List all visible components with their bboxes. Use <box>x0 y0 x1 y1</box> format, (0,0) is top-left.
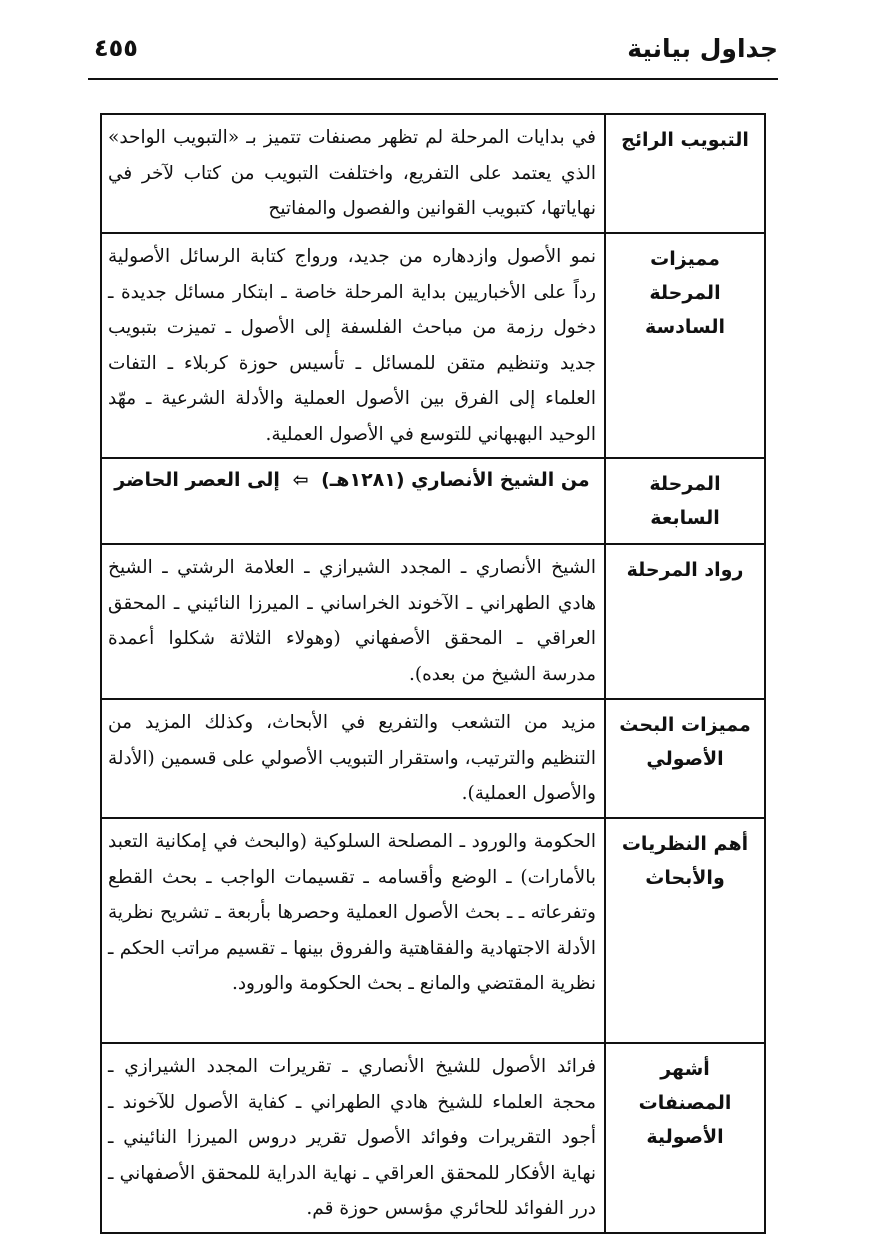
row-term: رواد المرحلة <box>605 544 765 699</box>
row-term: المرحلة السابعة <box>605 458 765 544</box>
running-title: جداول بيانية <box>627 34 778 63</box>
row-text: الحكومة والورود ـ المصلحة السلوكية (والبحث في إمكانية التعبد بالأمارات) ـ الوضع وأقسامه ـ تقسيمات الواجب ـ بحث القطع وتفرعاته ـ ـ بحث الأصول العملية وحصرها بأربعة ـ تشريح نظرية الأدلة الاجتهادية والفقاهتية والفروق بينها ـ تقسيم مراتب الحكم ـ نظرية المقتضي والمانع ـ بحث الحكومة والورود. <box>101 818 605 1043</box>
data-table <box>100 113 766 1234</box>
row-text <box>101 458 605 544</box>
table-row <box>101 818 765 1043</box>
table-row <box>101 114 765 233</box>
row-text: نمو الأصول وازدهاره من جديد، ورواج كتابة الرسائل الأصولية رداً على الأخباريين بداية المرحلة خاصة ـ ابتكار مسائل جديدة ـ دخول رزمة من مباحث الفلسفة إلى الأصول ـ تميزت بتبويب جديد وتنظيم متقن للمسائل ـ تأسيس حوزة كربلاء ـ التفات العلماء إلى الفرق بين الأصول العملية والأدلة الشرعية ـ مهّد الوحيد البهبهاني للتوسع في الأصول العملية. <box>101 233 605 458</box>
row-text: مزيد من التشعب والتفريع في الأبحاث، وكذلك المزيد من التنظيم والترتيب، واستقرار التبويب الأصولي على قسمين (الأدلة والأصول العملية). <box>101 699 605 818</box>
row-term: مميزات البحث الأصولي <box>605 699 765 818</box>
arrow-left-icon: ⇦ <box>292 469 309 491</box>
table-row <box>101 1043 765 1233</box>
row-text: في بدايات المرحلة لم تظهر مصنفات تتميز بـ «التبويب الواحد» الذي يعتمد على التفريع، واختلفت التبويب من كتاب لآخر في نهاياتها، كتبويب القوانين والفصول والمفاتيح <box>101 114 605 233</box>
row-term: مميزات المرحلة السادسة <box>605 233 765 458</box>
table-row <box>101 233 765 458</box>
row-text: فرائد الأصول للشيخ الأنصاري ـ تقريرات المجدد الشيرازي ـ محجة العلماء للشيخ هادي الطهراني ـ كفاية الأصول للآخوند ـ أجود التقريرات وفوائد الأصول تقرير دروس الميرزا النائيني ـ نهاية الأفكار للمحقق العراقي ـ نهاية الدراية للمحقق الأصفهاني ـ درر الفوائد للحائري مؤسس حوزة قم. <box>101 1043 605 1233</box>
header-rule <box>88 78 778 80</box>
stage-start: من الشيخ الأنصاري (١٢٨١هـ) <box>321 469 590 491</box>
row-text: الشيخ الأنصاري ـ المجدد الشيرازي ـ العلامة الرشتي ـ الشيخ هادي الطهراني ـ الآخوند الخراساني ـ الميرزا النائيني ـ المحقق العراقي ـ المحقق الأصفهاني (وهولاء الثلاثة شكلوا أعمدة مدرسة الشيخ من بعده). <box>101 544 605 699</box>
table-row <box>101 699 765 818</box>
page-header <box>88 30 778 74</box>
page-number: ٤٥٥ <box>94 34 138 62</box>
table-row <box>101 544 765 699</box>
row-term: أشهر المصنفات الأصولية <box>605 1043 765 1233</box>
table-row <box>101 458 765 544</box>
row-term: أهم النظريات والأبحاث <box>605 818 765 1043</box>
stage-end: إلى العصر الحاضر <box>114 469 280 491</box>
row-term: التبويب الرائج <box>605 114 765 233</box>
